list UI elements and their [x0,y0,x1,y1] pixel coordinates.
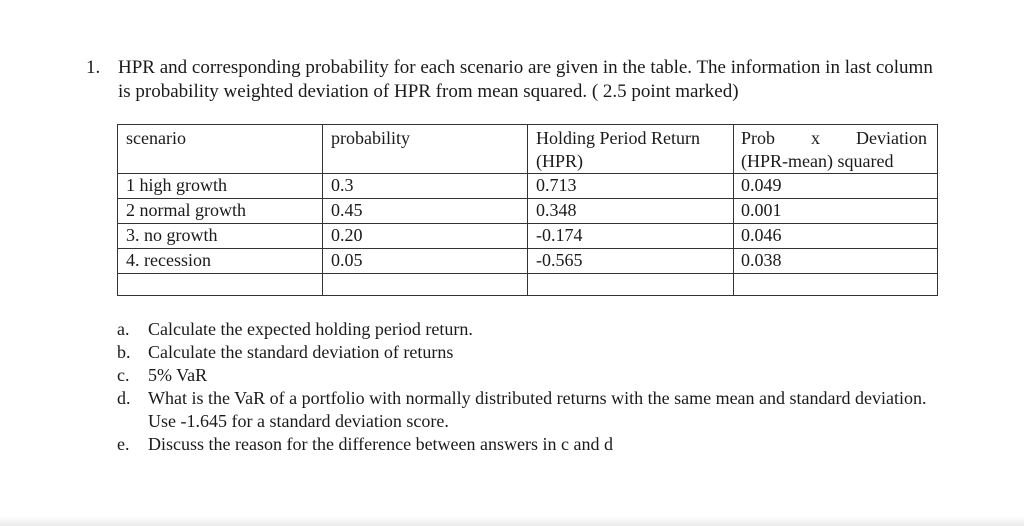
header-hpr-line1: Holding Period Return [536,128,700,148]
cell-empty [734,274,938,296]
header-dev-line2: (HPR-mean) squared [741,151,894,171]
question-number: 1. [86,57,101,78]
table-header-row [118,125,938,174]
header-hpr-line2: (HPR) [536,151,584,171]
subquestion-text: Calculate the expected holding period return. [148,319,473,339]
subquestion-text: Discuss the reason for the difference between answers in c and d [148,434,613,454]
cell-scenario: 2 normal growth [118,199,323,224]
subquestion-text: What is the VaR of a portfolio with normally distributed returns with the same mean and standard deviation. Use -1.645 for a standard deviation score. [148,388,927,431]
cell-hpr: -0.565 [528,249,734,274]
header-scenario: scenario [118,125,323,174]
subquestion-letter: e. [117,434,130,454]
cell-deviation: 0.038 [734,249,938,274]
cell-probability: 0.3 [323,174,528,199]
header-deviation [734,125,938,174]
table-empty-row [118,274,938,296]
cell-deviation: 0.046 [734,224,938,249]
cell-hpr: 0.713 [528,174,734,199]
cell-empty [528,274,734,296]
header-dev-prob: Prob [741,128,776,148]
subquestion-list [117,318,947,456]
subquestion-a [117,318,947,341]
subquestion-letter: b. [117,342,131,362]
table-row [118,174,938,199]
cell-scenario: 1 high growth [118,174,323,199]
subquestion-b [117,341,947,364]
cell-hpr: 0.348 [528,199,734,224]
scenario-table [117,124,938,296]
question-text: HPR and corresponding probability for each scenario are given in the table. The information in last column is probability weighted deviation of HPR from mean squared. ( 2.5 point marked) [118,57,933,102]
header-hpr [528,125,734,174]
subquestion-letter: a. [117,319,130,339]
subquestion-c [117,364,947,387]
cell-scenario: 3. no growth [118,224,323,249]
cell-empty [118,274,323,296]
cell-scenario: 4. recession [118,249,323,274]
subquestion-d [117,387,947,433]
table-row [118,199,938,224]
cell-probability: 0.20 [323,224,528,249]
header-dev-deviation: Deviation [856,128,927,148]
subquestion-letter: d. [117,388,131,408]
bottom-shadow [0,516,1024,526]
subquestion-text: Calculate the standard deviation of returns [148,342,454,362]
cell-probability: 0.45 [323,199,528,224]
cell-empty [323,274,528,296]
cell-deviation: 0.049 [734,174,938,199]
header-dev-x: x [811,128,821,148]
header-probability: probability [323,125,528,174]
table-row [118,224,938,249]
table-row [118,249,938,274]
cell-deviation: 0.001 [734,199,938,224]
subquestion-letter: c. [117,365,130,385]
subquestion-text: 5% VaR [148,365,208,385]
cell-hpr: -0.174 [528,224,734,249]
subquestion-e [117,433,947,456]
cell-probability: 0.05 [323,249,528,274]
